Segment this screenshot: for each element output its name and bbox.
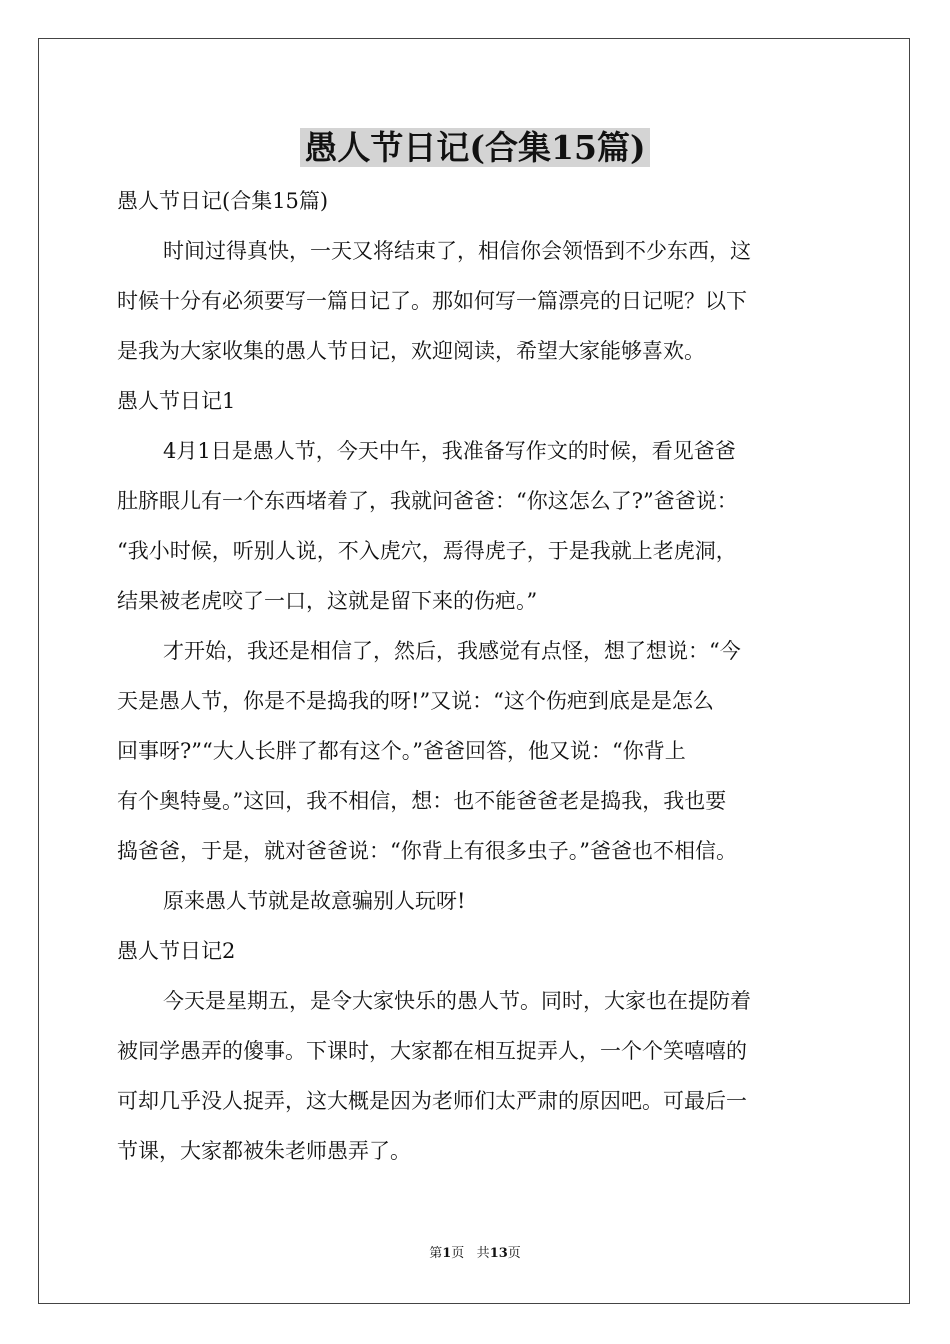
current-page-number: 1 [442, 1246, 452, 1261]
text-line: 愚人节日记2 [117, 939, 236, 963]
document-body [117, 176, 849, 1176]
text-line: “我小时候，听别人说，不入虎穴，焉得虎子，于是我就上老虎洞， [117, 539, 737, 563]
text-line: 回事呀?”“大人长胖了都有这个。”爸爸回答，他又说：“你背上 [117, 739, 686, 763]
page-footer: 第1页 共13页 [429, 1246, 521, 1261]
text-line: 愚人节日记1 [117, 389, 236, 413]
text-line: 时间过得真快，一天又将结束了，相信你会领悟到不少东西，这 [163, 239, 751, 263]
text-line: 愚人节日记(合集15篇) [117, 189, 329, 213]
text-line: 有个奥特曼。”这回，我不相信，想：也不能爸爸老是捣我，我也要 [117, 789, 727, 813]
text-line: 时候十分有必须要写一篇日记了。那如何写一篇漂亮的日记呢？以下 [117, 289, 747, 313]
text-line: 肚脐眼儿有一个东西堵着了，我就问爸爸：“你这怎么了?”爸爸说： [117, 489, 738, 513]
text-line: 结果被老虎咬了一口，这就是留下来的伤疤。” [117, 589, 538, 613]
text-line: 天是愚人节，你是不是捣我的呀!”又说：“这个伤疤到底是是怎么 [117, 689, 714, 713]
text-line: 可却几乎没人捉弄，这大概是因为老师们太严肃的原因吧。可最后一 [117, 1089, 747, 1113]
text-line: 节课，大家都被朱老师愚弄了。 [117, 1139, 411, 1163]
text-line: 今天是星期五，是令大家快乐的愚人节。同时，大家也在提防着 [163, 989, 751, 1013]
total-pages-number: 13 [489, 1246, 508, 1261]
document-title [0, 126, 950, 170]
text-line: 捣爸爸，于是，就对爸爸说：“你背上有很多虫子。”爸爸也不相信。 [117, 839, 737, 863]
text-line: 是我为大家收集的愚人节日记，欢迎阅读，希望大家能够喜欢。 [117, 339, 705, 363]
text-line: 4月1日是愚人节，今天中午，我准备写作文的时候，看见爸爸 [163, 439, 736, 463]
text-line: 才开始，我还是相信了，然后，我感觉有点怪，想了想说：“今 [163, 639, 741, 663]
title-text: 愚人节日记(合集15篇) [300, 128, 649, 167]
text-line: 原来愚人节就是故意骗别人玩呀! [163, 889, 466, 913]
text-line: 被同学愚弄的傻事。下课时，大家都在相互捉弄人，一个个笑嘻嘻的 [117, 1039, 747, 1063]
